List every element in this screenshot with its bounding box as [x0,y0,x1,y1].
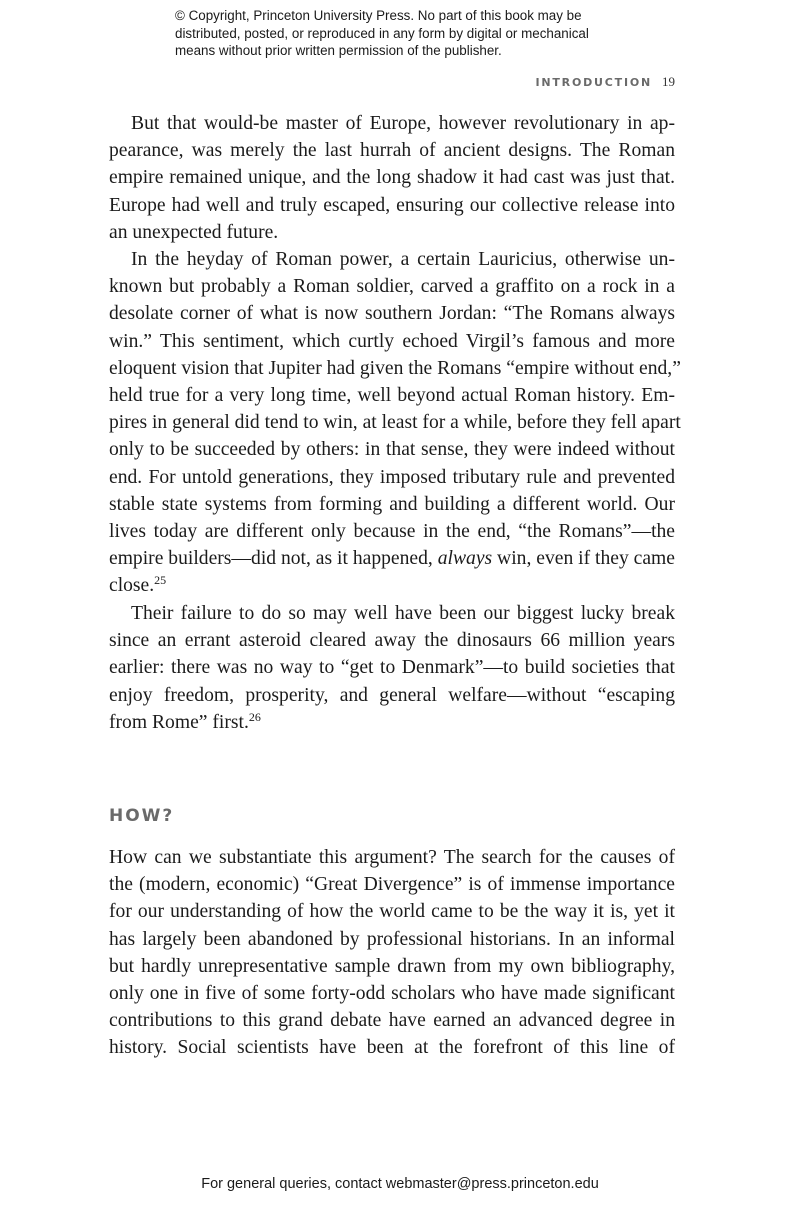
text-line: end. For untold generations, they imposed tributary rule and prevented [109,466,675,488]
text-line: empire remained unique, and the long shadow it had cast was just that. [109,167,675,189]
emphasis: always [437,548,493,570]
text-run: empire builders—did not, as it happened, [109,548,438,570]
copyright-line: distributed, posted, or reproduced in any form by digital or mechanical [175,25,589,41]
paragraph-2 [109,246,681,599]
text-line: for our understanding of how the world came to be the way it is, yet it [109,901,675,923]
text-line: only to be succeeded by others: in that sense, they were indeed without [109,439,675,461]
text-run: from Rome” first. [109,711,249,733]
text-line: an unexpected future. [109,221,279,243]
text-line: known but probably a Roman soldier, carved a graffito on a rock in a [109,276,675,298]
paragraph-1 [109,110,675,246]
copyright-notice [175,7,645,60]
page-number: 19 [662,74,675,89]
text-line: the (modern, economic) “Great Divergence” is of immense importance [109,874,675,896]
text-line: since an errant asteroid cleared away the dinosaurs 66 million years [109,630,675,652]
running-head-section: INTRODUCTION [535,76,652,89]
text-line [109,572,675,599]
text-line: has largely been abandoned by professional historians. In an informal [109,928,675,950]
footnote-marker[interactable]: 26 [248,709,261,724]
text-line: only one in five of some forty-odd scholars who have made significant [109,982,675,1004]
text-line [109,709,675,736]
text-line: Europe had well and truly escaped, ensuring our collective release into [109,194,675,216]
text-line: earlier: there was no way to “get to Denmark”—to build societies that [109,657,675,679]
copyright-line: © Copyright, Princeton University Press. No part of this book may be [175,8,582,23]
section-heading: HOW? [109,806,175,826]
section-paragraph [109,844,675,1062]
text-line: win.” This sentiment, which curtly echoed Virgil’s famous and more [109,330,675,352]
text-line: held true for a very long time, well beyond actual Roman history. Em- [109,384,675,406]
copyright-line: means without prior written permission of the publisher. [175,43,502,58]
text-line: but hardly unrepresentative sample drawn from my own bibliography, [109,955,675,977]
text-line: How can we substantiate this argument? The search for the causes of [109,847,675,868]
text-line: pearance, was merely the last hurrah of ancient designs. The Roman [109,140,675,162]
paragraph-3 [109,600,675,736]
text-line: But that would-be master of Europe, however revolutionary in ap- [131,113,675,134]
text-line: eloquent vision that Jupiter had given the Romans “empire without end,” [109,357,681,379]
text-line: lives today are different only because in the end, “the Romans”—the [109,520,675,542]
text-line: stable state systems from forming and building a different world. Our [109,493,675,515]
footer-contact: For general queries, contact webmaster@press.princeton.edu [201,1176,599,1192]
text-line: In the heyday of Roman power, a certain Lauricius, otherwise un- [131,249,675,270]
text-line: desolate corner of what is now southern Jordan: “The Romans always [109,303,675,325]
text-line: pires in general did tend to win, at least for a while, before they fell apart [109,412,681,434]
text-line: Their failure to do so may well have been our biggest lucky break [131,603,675,624]
text-line [109,545,675,572]
text-line: contributions to this grand debate have earned an advanced degree in [109,1010,675,1032]
footnote-marker[interactable]: 25 [154,573,167,588]
text-run: win, even if they came [492,548,675,570]
text-line: history. Social scientists have been at the forefront of this line of [109,1037,675,1059]
text-line: enjoy freedom, prosperity, and general welfare—without “escaping [109,684,675,706]
running-head [535,74,675,90]
text-run: close. [109,575,155,597]
